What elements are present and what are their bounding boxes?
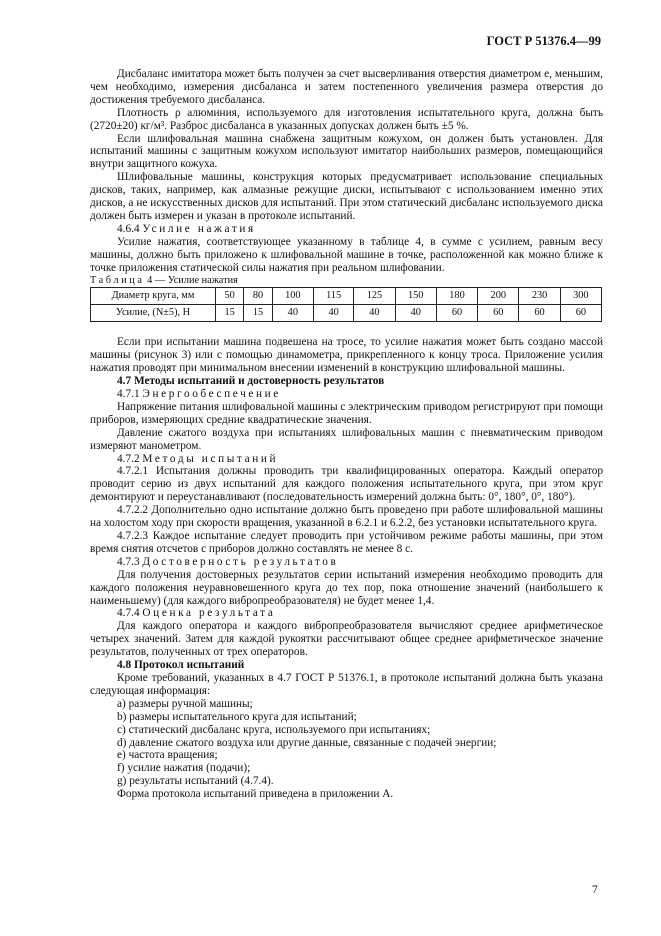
- table-cell: 150: [395, 288, 436, 305]
- section-heading-4-6-4: [90, 223, 603, 236]
- paragraph: Форма протокола испытаний приведена в приложении А.: [117, 788, 394, 801]
- paragraph: Шлифовальные машины, конструкция которых предусматривает использование специальных дисков, таких, например, как алмазные режущие диски, испытывают с использованием именно этих дисков, а не искусственных дисков для испытаний. При этом статический дисбаланс используемого диска должен быть измерен и указан в протоколе испытаний.: [90, 171, 603, 222]
- paragraph: Кроме требований, указанных в 4.7 ГОСТ Р 51376.1, в протоколе испытаний должна быть указана следующая информация:: [90, 671, 603, 697]
- list-item: a) размеры ручной машины;: [117, 697, 253, 710]
- page-number: 7: [592, 884, 598, 896]
- section-number: 4.7.4: [117, 607, 140, 620]
- list-item: d) давление сжатого воздуха или другие данные, связанные с подачей энергии;: [117, 736, 497, 749]
- section-number: 4.7.2: [117, 452, 140, 465]
- paragraph: Дисбаланс имитатора может быть получен за счет высверливания отверстия диаметром e, меньшим, чем необходимо, измерения дисбаланса и затем постепенного увеличения размера отверстия до достижения требуемого дисбаланса.: [90, 68, 603, 106]
- list-item: f) усилие нажатия (подачи);: [117, 762, 251, 775]
- paragraph: Если шлифовальная машина снабжена защитным кожухом, он должен быть установлен. Для испытаний машины с защитным кожухом используют имитатор наибольших размеров, помещающийся внутри защитного кожуха.: [90, 132, 603, 171]
- section-number: 4.7.3: [117, 555, 140, 568]
- table-caption-text: 4 — Усилие нажатия: [147, 274, 238, 286]
- table-cell: 15: [244, 305, 272, 322]
- paragraph: Напряжение питания шлифовальной машины с электрическим приводом регистрируют при помощи приборов, измеряющих средние квадратические значения.: [90, 400, 603, 426]
- table-cell: 40: [354, 305, 395, 322]
- table-caption: [90, 275, 603, 288]
- table-row: [91, 305, 602, 322]
- table-cell: 300: [560, 288, 601, 305]
- table-cell: 180: [436, 288, 477, 305]
- table-cell: 80: [244, 288, 272, 305]
- row-header-force: Усилие, (N±5), Н: [91, 305, 216, 322]
- table-cell: 125: [354, 288, 395, 305]
- section-title: Методы испытаний: [142, 452, 279, 465]
- table-cell: 230: [519, 288, 560, 305]
- section-title: Усилие нажатия: [142, 222, 256, 235]
- paragraph: Давление сжатого воздуха при испытаниях шлифовальных машин с пневматическим приводом измеряют манометром.: [90, 426, 603, 452]
- paragraph: Для каждого оператора и каждого вибропреобразователя вычисляют среднее арифметическое четырех значений. Затем для каждой рукоятки рассчитывают общее среднее арифметическое значение результатов, полученных от трех операторов.: [90, 620, 603, 659]
- row-header-diameter: Диаметр круга, мм: [91, 288, 216, 305]
- section-heading-4-7-4: [90, 607, 603, 620]
- table-cell: 50: [216, 288, 244, 305]
- section-number: 4.6.4: [117, 222, 140, 235]
- list-item: g) результаты испытаний (4.7.4).: [117, 775, 274, 788]
- section-heading-4-7-3: [90, 556, 603, 569]
- paragraph: Плотность ρ алюминия, используемого для изготовления испытательного круга, должна быть (2720±20) кг/м³. Разброс дисбаланса в указанных допусках должен быть ±5 %.: [90, 106, 603, 132]
- table-cell: 60: [478, 305, 519, 322]
- table-cell: 40: [272, 305, 313, 322]
- table-cell: 115: [313, 288, 353, 305]
- table-cell: 15: [216, 305, 244, 322]
- paragraph: 4.7.2.1 Испытания должны проводить три квалифицированных оператора. Каждый оператор проводит серию из двух испытаний для каждого положения испытательного круга, при этом круг демонтируют и переустанавливают (последовательность измерений должна быть: 0°, 180°, 0°, 180°).: [90, 465, 603, 504]
- document-body: [90, 68, 603, 801]
- table-cell: 40: [313, 305, 353, 322]
- table-cell: 60: [519, 305, 560, 322]
- paragraph: Для получения достоверных результатов серии испытаний измерения необходимо проводить для каждого положения неуравновешенного круга до тех пор, пока отношение значений (наибольшего к наименьшему) (для каждого вибропреобразователя) не будет менее 1,4.: [90, 568, 603, 607]
- table-cell: 40: [395, 305, 436, 322]
- paragraph: Если при испытании машина подвешена на тросе, то усилие нажатия может быть создано массой машины (рисунок 3) или с помощью динамометра, прикрепленного к концу троса. Приложение усилия нажатия проводят при минимальном внесении изменений в конструкцию шлифовальной машины.: [90, 336, 603, 375]
- table-cell: 200: [478, 288, 519, 305]
- table-caption-label: Таблица: [90, 274, 145, 286]
- list-item: c) статический дисбаланс круга, используемого при испытаниях;: [117, 723, 431, 736]
- document-code-header: ГОСТ Р 51376.4—99: [486, 34, 601, 48]
- paragraph: Усилие нажатия, соответствующее указанному в таблице 4, в сумме с усилием, равным весу машины, должно быть приложено к шлифовальной машине в точке, расположенной как можно ближе к точке приложения статической силы нажатия при реальном шлифовании.: [90, 235, 603, 274]
- list-item: e) частота вращения;: [117, 749, 218, 762]
- section-number: 4.7.1: [117, 388, 140, 401]
- paragraph: 4.7.2.2 Дополнительно одно испытание должно быть проведено при работе шлифовальной машины на холостом ходу при скорости вращения, указанной в 6.2.1 и 6.2.2, без установки испытательного круга.: [90, 504, 603, 530]
- table-cell: 60: [560, 305, 601, 322]
- table-cell: 60: [436, 305, 477, 322]
- section-heading-4-8: 4.8 Протокол испытаний: [117, 659, 245, 672]
- section-title: Достоверность результатов: [142, 555, 339, 568]
- paragraph: 4.7.2.3 Каждое испытание следует проводить при устойчивом режиме работы машины, при этом время снятия отсчетов с приборов должно составлять не менее 8 с.: [90, 530, 603, 555]
- section-title: Оценка результата: [142, 607, 276, 620]
- section-heading-4-7: 4.7 Методы испытаний и достоверность результатов: [117, 375, 385, 388]
- section-heading-4-7-2: [90, 453, 603, 466]
- table-row: [91, 288, 602, 305]
- section-title: Энергообеспечение: [142, 388, 281, 401]
- section-heading-4-7-1: [90, 388, 603, 401]
- table-cell: 100: [272, 288, 313, 305]
- list-item: b) размеры испытательного круга для испытаний;: [117, 710, 357, 723]
- pressing-force-table: [90, 287, 602, 322]
